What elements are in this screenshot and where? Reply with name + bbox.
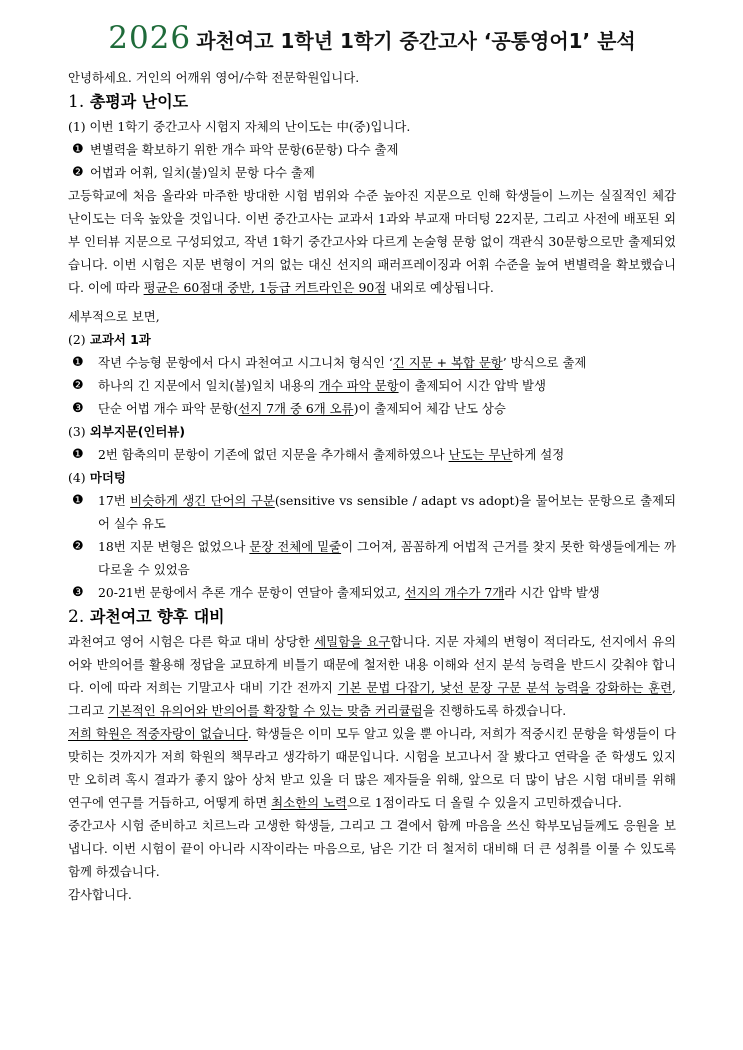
summary-bullet: ❷ 어법과 어휘, 일치(불)일치 문항 다수 출제 <box>68 161 676 184</box>
overview-paragraph: 고등학교에 처음 올라와 마주한 방대한 시험 범위와 수준 높아진 지문으로 인해 학생들이 느끼는 실질적인 체감 난이도는 더욱 높았을 것입니다. 이번 중간고사는 교과서 1과와 부교재 마더텅 22지문, 그리고 사전에 배포된 외부 인터뷰 지문으로 구성되었고, 작년 1학기 중간고사와 다르게 논술형 문항 없이 객관식 30문항으로만 출제되었습니다. 이번 시험은 지문 변형이 거의 없는 대신 선지의 패러프레이징과 어휘 수준을 높여 변별력을 확보했습니다. 이에 따라 평균은 60점대 중반, 1등급 커트라인은 90점 내외로 예상됩니다. <box>68 188 676 295</box>
bullet-marker: ❷ <box>72 539 84 554</box>
detail-intro: 세부적으로 보면, <box>68 309 160 324</box>
bullet-marker: ❷ <box>72 378 84 393</box>
section2-heading: 2. 과천여고 향후 대비 <box>68 607 225 627</box>
analysis-item: ❷ 하나의 긴 지문에서 일치(불)일치 내용의 개수 파악 문항이 출제되어 시간 압박 발생 <box>68 374 676 397</box>
analysis-item: ❸ 단순 어법 개수 파악 문항(선지 7개 중 6개 오류)이 출제되어 체감 난도 상승 <box>68 397 676 420</box>
title-year: 2026 <box>108 20 192 56</box>
subsection-interview: (3) 외부지문(인터뷰) <box>68 424 186 439</box>
underlined-phrase: 평균은 60점대 중반, 1등급 커트라인은 90점 <box>143 280 387 295</box>
bullet-marker: ❶ <box>72 142 84 157</box>
bullet-marker: ❸ <box>72 401 84 416</box>
analysis-item: ❷ 18번 지문 변형은 없었으나 문장 전체에 밑줄이 그어져, 꼼꼼하게 어법적 근거를 찾지 못한 학생들에게는 까다로울 수 있었음 <box>68 535 676 581</box>
difficulty-intro: (1) 이번 1학기 중간고사 시험지 자체의 난이도는 中(중)입니다. <box>68 119 411 134</box>
greeting: 안녕하세요. 거인의 어깨위 영어/수학 전문학원입니다. <box>68 70 360 85</box>
document-page <box>68 20 676 906</box>
summary-bullet: ❶ 변별력을 확보하기 위한 개수 파악 문항(6문항) 다수 출제 <box>68 138 676 161</box>
analysis-item: ❶ 17번 비슷하게 생긴 단어의 구분(sensitive vs sensible / adapt vs adopt)을 물어보는 문항으로 출제되어 실수 유도 <box>68 489 676 535</box>
document-title <box>68 20 676 56</box>
plan-paragraph: 과천여고 영어 시험은 다른 학교 대비 상당한 세밀함을 요구합니다. 지문 자체의 변형이 적더라도, 선지에서 유의어와 반의어를 활용해 정답을 교묘하게 비틀기 때문에 철저한 내용 이해와 선지 분석 능력을 반드시 갖춰야 합니다. 이에 따라 저희는 기말고사 대비 기간 전까지 기본 문법 다잡기, 낯선 문장 구문 분석 능력을 강화하는 훈련, 그리고 기본적인 유의어와 반의어를 확장할 수 있는 맞춤 커리큘럼을 진행하도록 하겠습니다. <box>68 634 676 718</box>
encouragement-paragraph: 중간고사 시험 준비하고 치르느라 고생한 학생들, 그리고 그 곁에서 함께 마음을 쓰신 학부모님들께도 응원을 보냅니다. 이번 시험이 끝이 아니라 시작이라는 마음으로, 남은 기간 더 철저히 대비해 더 큰 성취를 이룰 수 있도록 함께 하겠습니다. <box>68 818 676 879</box>
bullet-marker: ❶ <box>72 447 84 462</box>
analysis-item: ❶ 작년 수능형 문항에서 다시 과천여고 시그니처 형식인 ‘긴 지문 + 복합 문항’ 방식으로 출제 <box>68 351 676 374</box>
section1-heading: 1. 총평과 난이도 <box>68 92 189 112</box>
bullet-marker: ❶ <box>72 493 84 508</box>
subsection-textbook: (2) 교과서 1과 <box>68 332 151 347</box>
title-text: 과천여고 1학년 1학기 중간고사 ‘공통영어1’ 분석 <box>196 29 636 53</box>
analysis-item: ❸ 20-21번 문항에서 추론 개수 문항이 연달아 출제되었고, 선지의 개수가 7개라 시간 압박 발생 <box>68 581 676 604</box>
bullet-marker: ❷ <box>72 165 84 180</box>
closing: 감사합니다. <box>68 887 132 902</box>
bullet-marker: ❸ <box>72 585 84 600</box>
subsection-madeoteong: (4) 마더텅 <box>68 470 126 485</box>
bullet-marker: ❶ <box>72 355 84 370</box>
analysis-item: ❶ 2번 함축의미 문항이 기존에 없던 지문을 추가해서 출제하였으나 난도는 무난하게 설정 <box>68 443 676 466</box>
philosophy-paragraph: 저희 학원은 적중자랑이 없습니다. 학생들은 이미 모두 알고 있을 뿐 아니라, 저희가 적중시킨 문항을 학생들이 다 맞히는 것까지가 저희 학원의 책무라고 생각하기 때문입니다. 시험을 보고나서 잘 봤다고 연락을 준 학생도 있지만 오히려 혹시 결과가 좋지 않아 상처 받고 있을 더 많은 제자들을 위해, 앞으로 더 많이 남은 시험 대비를 위해 연구에 연구를 거듭하고, 어떻게 하면 최소한의 노력으로 1점이라도 더 올릴 수 있을지 고민하겠습니다. <box>68 726 676 810</box>
